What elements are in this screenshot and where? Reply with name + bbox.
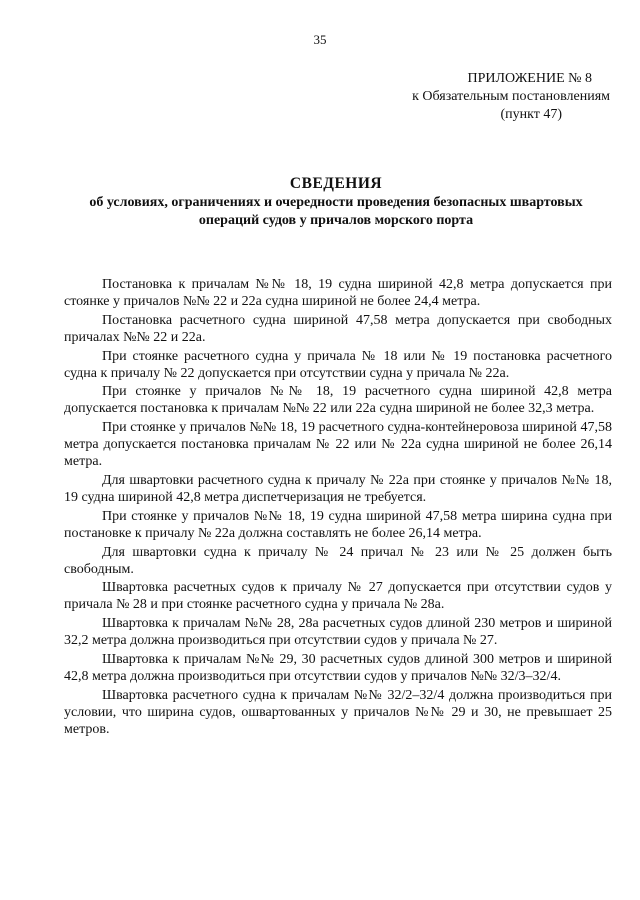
appendix-number: ПРИЛОЖЕНИЕ № 8: [467, 71, 592, 86]
paragraph: При стоянке у причалов №№ 18, 19 судна шириной 47,58 метра ширина судна при постановке к причалу № 22а должна составлять не более 26,14 метра.: [64, 508, 612, 541]
paragraph: Для швартовки расчетного судна к причалу № 22а при стоянке у причалов №№ 18, 19 судна шириной 42,8 метра диспетчеризация не требуется.: [64, 472, 612, 505]
page-number: 35: [313, 32, 327, 47]
title-subtitle: об условиях, ограничениях и очередности проведения безопасных швартовых операций судов у причалов морского порта: [89, 195, 583, 228]
paragraph: Швартовка к причалам №№ 29, 30 расчетных судов длиной 300 метров и шириной 42,8 метра должна производиться при отсутствии судов у причалов №№ 32/3–32/4.: [64, 651, 612, 684]
paragraph: Постановка расчетного судна шириной 47,58 метра допускается при свободных причалах №№ 22 и 22а.: [64, 312, 612, 345]
appendix-header: [310, 70, 610, 124]
paragraph: Швартовка к причалам №№ 28, 28а расчетных судов длиной 230 метров и шириной 32,2 метра должна производиться при отсутствии судов у причала № 27.: [64, 616, 612, 649]
appendix-reference: к Обязательным постановлениям: [412, 89, 610, 104]
paragraph: При стоянке расчетного судна у причала № 18 или № 19 постановка расчетного судна к причалу № 22 допускается при отсутствии судна у причала № 22а.: [64, 348, 612, 381]
appendix-clause: (пункт 47): [500, 107, 562, 122]
paragraph: Швартовка расчетных судов к причалу № 27 допускается при отсутствии судов у причала № 28 и при стоянке расчетного судна у причала № 28а.: [64, 580, 612, 613]
paragraph: Постановка к причалам №№ 18, 19 судна шириной 42,8 метра допускается при стоянке у причалов №№ 22 и 22а судна шириной не более 24,4 метра.: [64, 277, 612, 309]
document-body: [64, 276, 612, 740]
title-main: СВЕДЕНИЯ: [289, 175, 383, 192]
document-title: [62, 174, 610, 230]
paragraph: Швартовка расчетного судна к причалам №№ 32/2–32/4 должна производиться при условии, что ширина судов, ошвартованных у причалов №№ 29 и 30, не превышает 25 метров.: [64, 687, 612, 737]
paragraph: При стоянке у причалов №№ 18, 19 расчетного судна-контейнеровоза шириной 47,58 метра допускается постановка причалам № 22 или № 22а судна шириной не более 26,14 метра.: [64, 420, 612, 470]
paragraph: При стоянке у причалов №№ 18, 19 расчетного судна шириной 42,8 метра допускается постановка к причалам №№ 22 или 22а судна шириной не более 32,3 метра.: [64, 384, 612, 417]
paragraph: Для швартовки судна к причалу № 24 причал № 23 или № 25 должен быть свободным.: [64, 544, 612, 577]
